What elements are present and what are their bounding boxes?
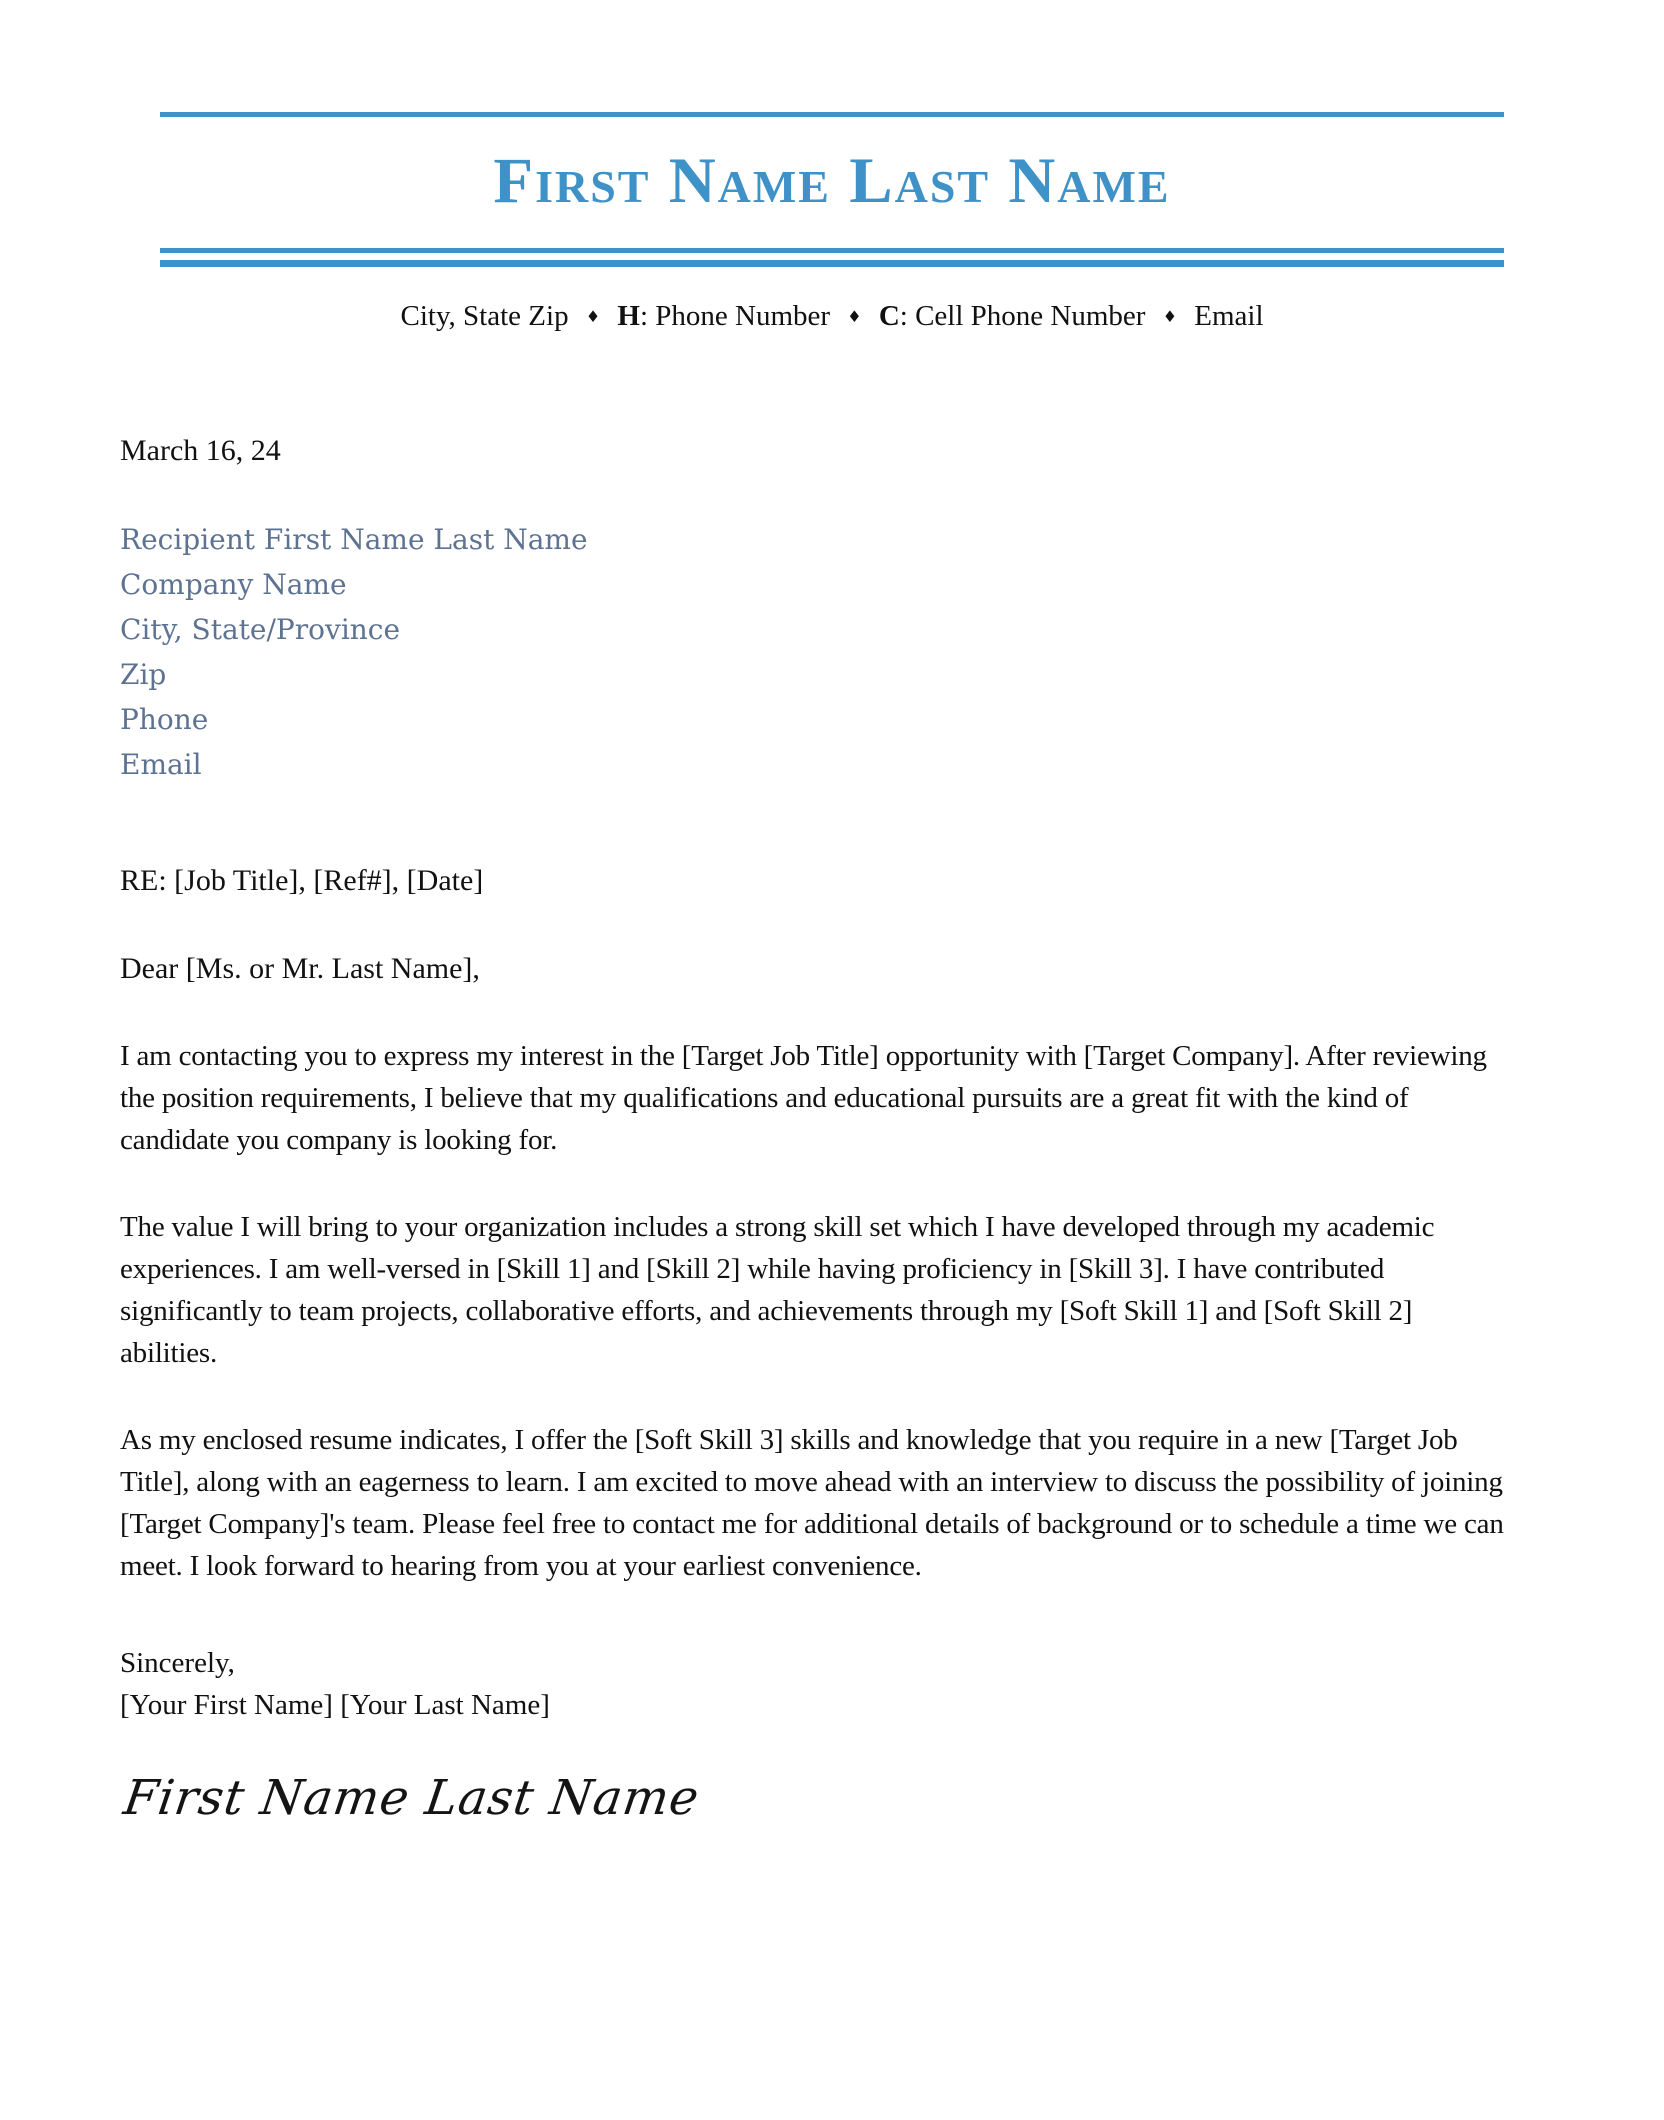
body-paragraph-2: The value I will bring to your organization includes a strong skill set which I have developed through my academic experiences. I am well-versed in [Skill 1] and [Skill 2] while having proficiency in [Skill 3]. I have contributed significantly to team projects, collaborative efforts, and achievements through my [Soft Skill 1] and [Soft Skill 2] abilities. (120, 1211, 1435, 1370)
page-title: First Name Last Name (493, 145, 1171, 217)
header-top-rule (160, 112, 1504, 117)
diamond-separator-icon: ♦ (585, 307, 601, 327)
recipient-line-name: Recipient First Name Last Name (120, 523, 588, 557)
contact-cell-value: : Cell Phone Number (899, 300, 1146, 332)
recipient-line-phone: Phone (120, 703, 209, 737)
body-paragraph-3: As my enclosed resume indicates, I offer the [Soft Skill 3] skills and knowledge that you require in a new [Target Job Title], along with an eagerness to learn. I am excited to move ahead with an interview to discuss the possibility of joining [Target Company]'s team. Please feel free to contact me for additional details of background or to schedule a time we can meet. I look forward to hearing from you at your earliest convenience. (120, 1424, 1504, 1583)
recipient-line-zip: Zip (120, 658, 167, 692)
signature-text: First Name Last Name (120, 1770, 703, 1827)
valediction-text: Sincerely, (120, 1647, 235, 1680)
header-double-rule (160, 248, 1504, 267)
recipient-line-email: Email (120, 748, 202, 782)
contact-home-value: : Phone Number (639, 300, 831, 332)
contact-info-line (160, 298, 1504, 335)
double-rule-gap (160, 253, 1504, 260)
diamond-separator-icon: ♦ (1162, 307, 1177, 327)
contact-cell-label: C (878, 300, 900, 332)
closing-block (120, 1642, 1504, 1726)
recipient-block (120, 517, 1504, 787)
date-text: March 16, 24 (120, 434, 281, 468)
salutation-line: Dear [Ms. or Mr. Last Name], (120, 952, 480, 986)
recipient-line-city: City, State/Province (120, 613, 401, 647)
recipient-line-company: Company Name (120, 568, 347, 602)
double-rule-thick-bar (160, 260, 1504, 267)
contact-location: City, State Zip (400, 300, 569, 332)
subject-line: RE: [Job Title], [Ref#], [Date] (120, 864, 484, 898)
body-paragraph-1: I am contacting you to express my interest in the [Target Job Title] opportunity with [Target Company]. After reviewing the position requirements, I believe that my qualifications and educational pursuits are a great fit with the kind of candidate you company is looking for. (120, 1040, 1487, 1157)
diamond-separator-icon: ♦ (847, 307, 862, 327)
contact-home-label: H (617, 300, 640, 332)
typed-name-text: [Your First Name] [Your Last Name] (120, 1689, 550, 1722)
contact-email: Email (1194, 300, 1264, 332)
